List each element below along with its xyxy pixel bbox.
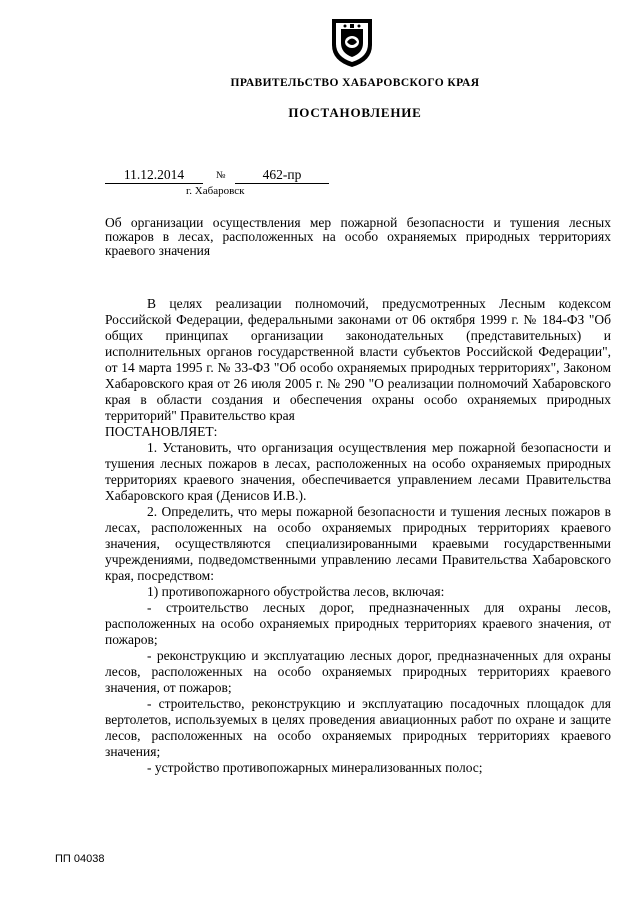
government-name: ПРАВИТЕЛЬСТВО ХАБАРОВСКОГО КРАЯ bbox=[230, 77, 480, 89]
bullet-paragraph: - строительство лесных дорог, предназначенных для охраны лесов, расположенных на особо охраняемых природных территориях краевого значения, от пожаров; bbox=[105, 600, 611, 647]
document-date: 11.12.2014 bbox=[105, 166, 203, 184]
bullet-paragraph: - реконструкцию и эксплуатацию лесных дорог, предназначенных для охраны лесов, расположенных на особо охраняемых природных территориях краевого значения, от пожаров; bbox=[105, 648, 611, 695]
document-number: 462-пр bbox=[235, 166, 329, 184]
document-subject: Об организации осуществления мер пожарной безопасности и тушения лесных пожаров в лесах, расположенных на особо охраняемых природных территориях краевого значения bbox=[105, 215, 611, 258]
document-body bbox=[105, 296, 611, 776]
bullet-paragraph: - устройство противопожарных минерализованных полос; bbox=[147, 760, 483, 775]
document-type: ПОСТАНОВЛЕНИЕ bbox=[288, 105, 422, 120]
document-city: г. Хабаровск bbox=[186, 185, 245, 197]
preamble-paragraph: В целях реализации полномочий, предусмотренных Лесным кодексом Российской Федерации, федеральными законами от 06 октября 1999 г. № 184-ФЗ "Об общих принципах организации законодательных (представительных) и исполнительных органов государственной власти субъектов Российской Федерации", от 14 марта 1995 г. № 33-ФЗ "Об особо охраняемых природных территориях", Законом Хабаровского края от 26 июля 2005 г. № 290 "О реализации полномочий Хабаровского края в области создания и обеспечения охраны особо охраняемых природных территорий" Правительство края bbox=[105, 296, 611, 423]
footer-code: ПП 04038 bbox=[55, 853, 105, 865]
item-1-paragraph: 1. Установить, что организация осуществления мер пожарной безопасности и тушения лесных пожаров в лесах, расположенных на особо охраняемых природных территориях краевого значения, обеспечивается управлением лесами Правительства Хабаровского края (Денисов И.В.). bbox=[105, 440, 611, 503]
resolves-heading: ПОСТАНОВЛЯЕТ: bbox=[105, 424, 218, 439]
item-2-paragraph: 2. Определить, что меры пожарной безопасности и тушения лесных пожаров в лесах, расположенных на особо охраняемых природных территориях краевого значения, осуществляются специализированными краевыми государственными учреждениями, подведомственными управлению лесами Правительства Хабаровского края, посредством: bbox=[105, 504, 611, 583]
number-sign: № bbox=[216, 170, 226, 181]
bullet-paragraph: - строительство, реконструкцию и эксплуатацию посадочных площадок для вертолетов, используемых в целях проведения авиационных работ по охране и защите лесов, расположенных на особо охраняемых природных территориях краевого значения; bbox=[105, 696, 611, 759]
subitem-1-paragraph: 1) противопожарного обустройства лесов, включая: bbox=[147, 584, 445, 599]
coat-of-arms-icon bbox=[329, 15, 375, 69]
